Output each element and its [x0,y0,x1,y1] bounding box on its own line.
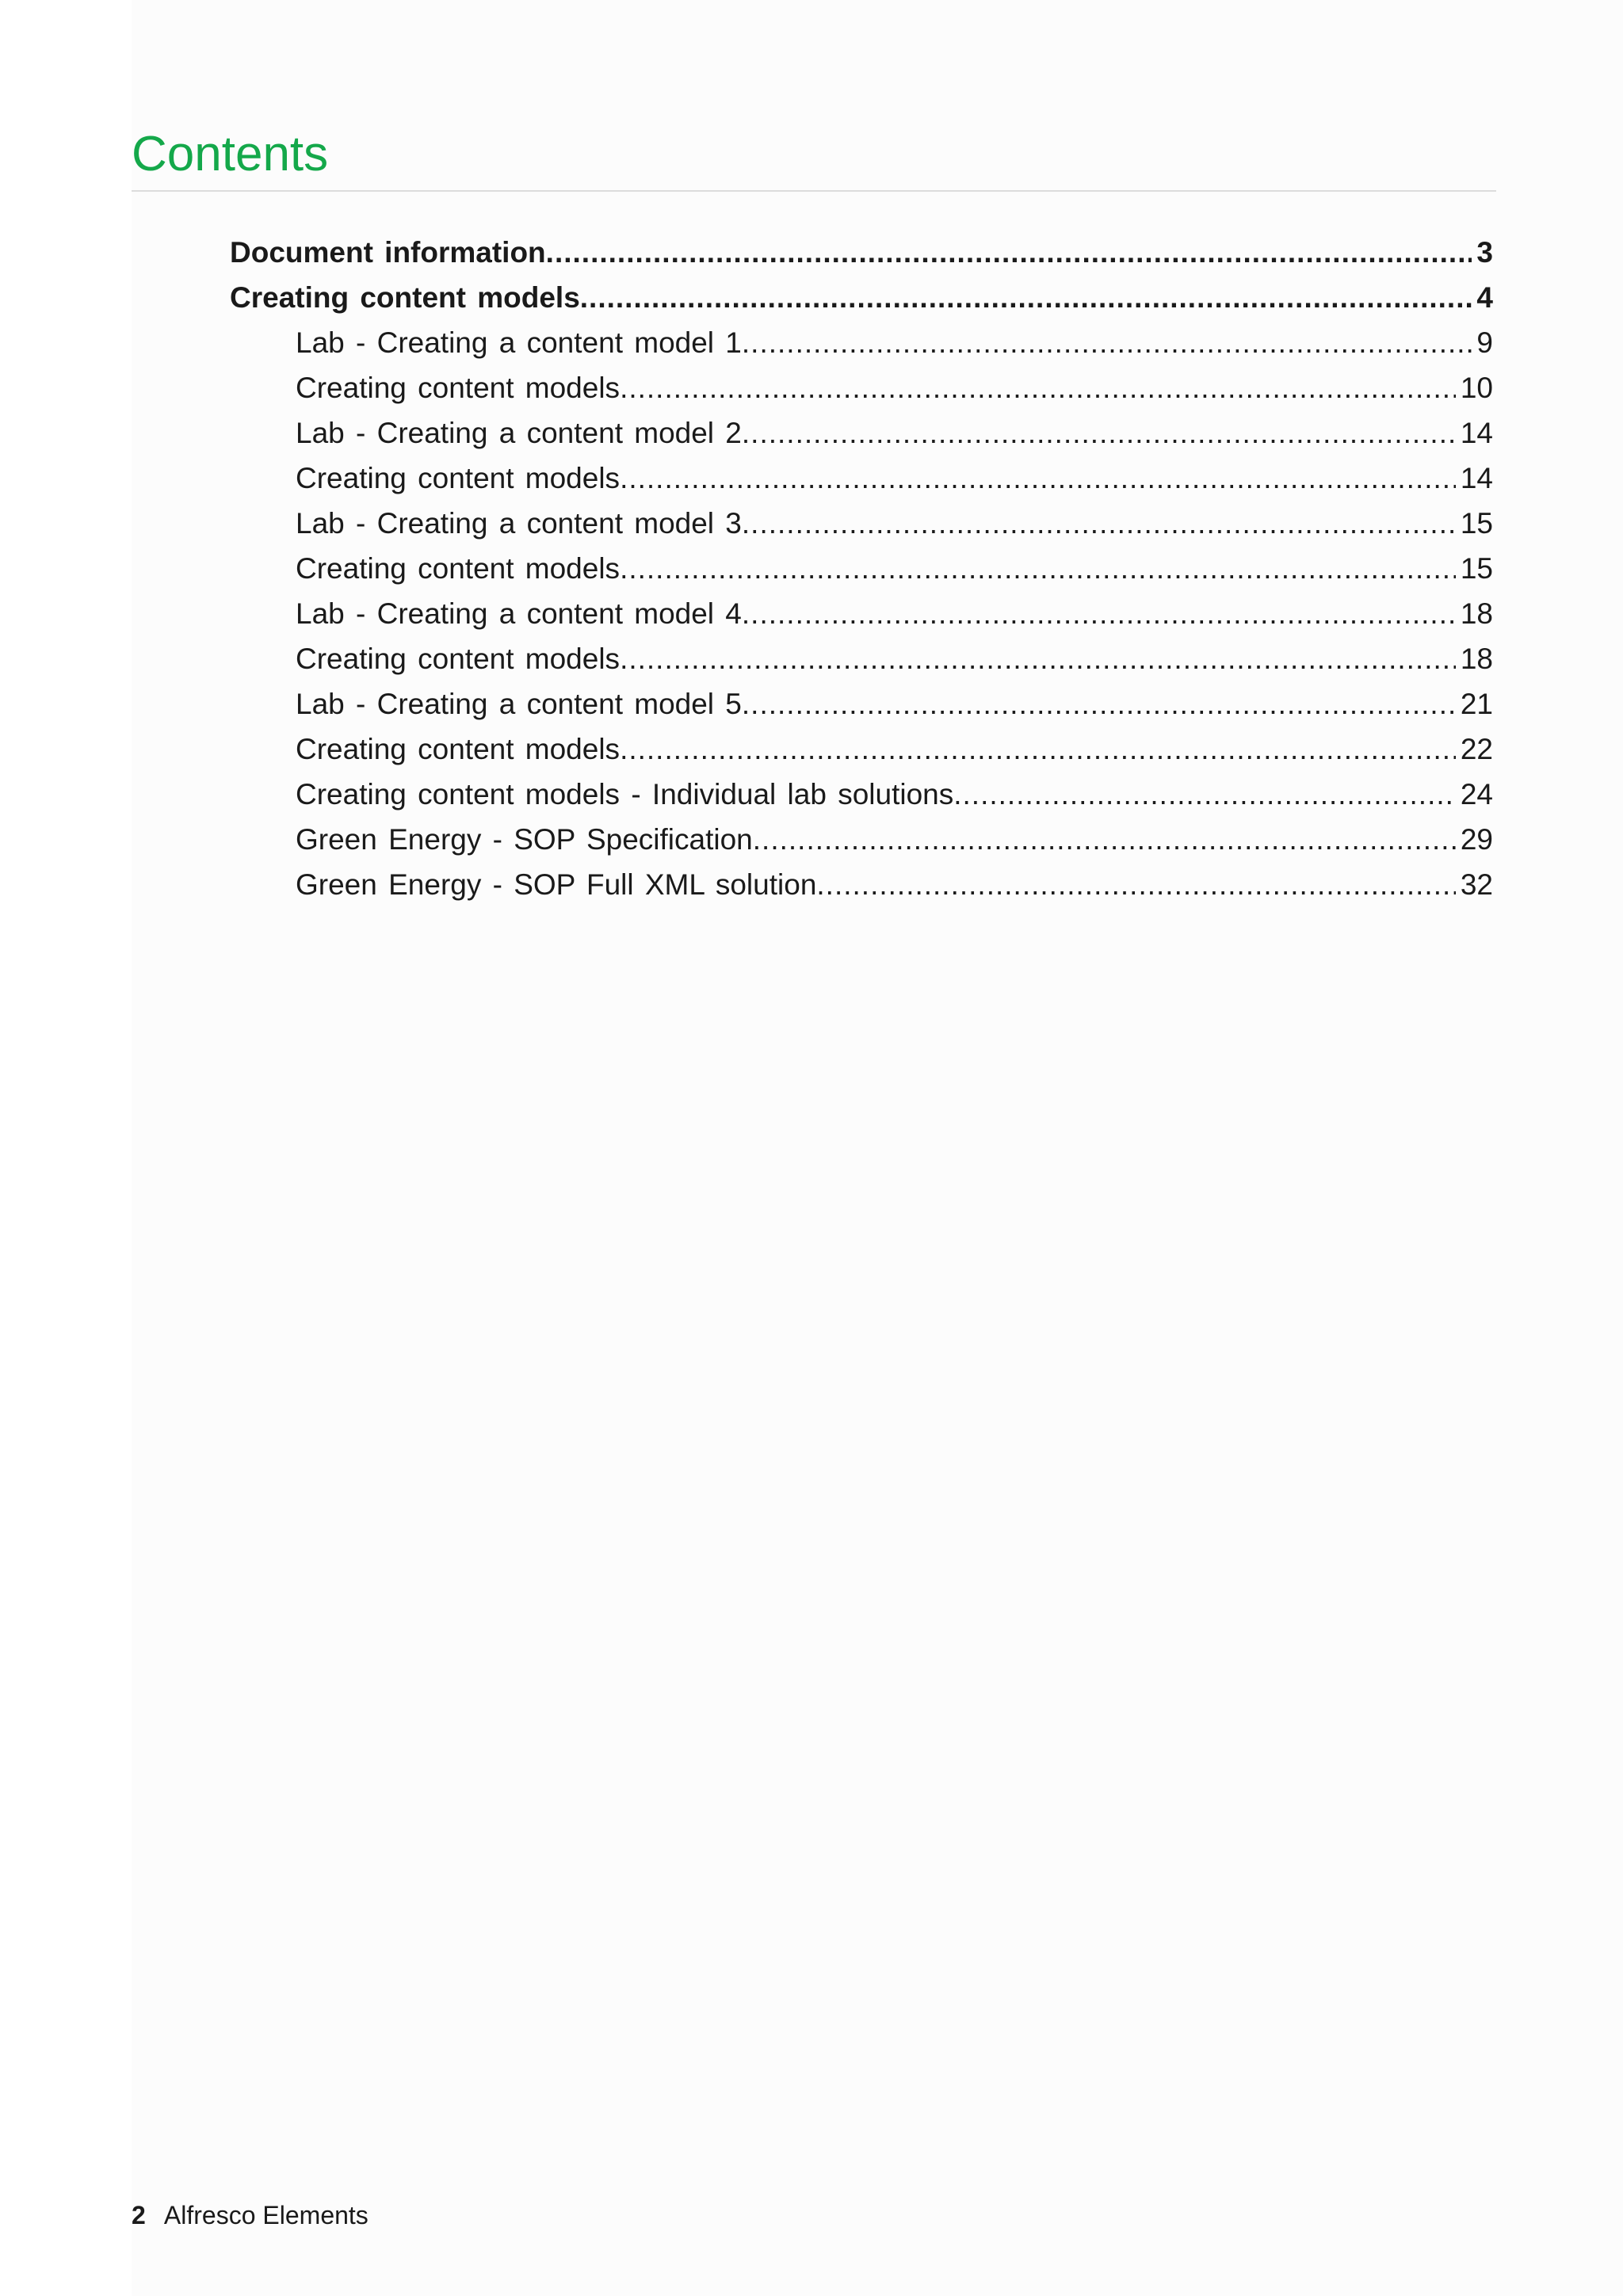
toc-dot-leader [742,681,1456,727]
toc-dot-leader [620,546,1456,591]
toc-entry-page-number: 4 [1476,281,1493,314]
toc-entry-page-number: 14 [1460,462,1493,494]
toc-entry-label: Lab - Creating a content model 3 [296,507,742,540]
toc-entry[interactable] [230,275,1493,320]
toc-entry-page-number: 18 [1460,643,1493,675]
toc-entry-page-number: 21 [1460,688,1493,720]
toc-entry-page-number: 15 [1460,507,1493,540]
toc-dot-leader [580,275,1472,320]
toc-entry[interactable] [296,546,1493,591]
toc-entry-label: Lab - Creating a content model 2 [296,417,742,449]
toc-entry-label: Creating content models [230,281,580,314]
toc-entry[interactable] [296,501,1493,546]
toc-entry-label: Creating content models [296,552,621,585]
toc-dot-leader [620,456,1456,501]
toc-entry-label: Creating content models [296,372,621,404]
toc-entry[interactable] [296,591,1493,636]
toc-entry[interactable] [296,817,1493,862]
toc-entry-page-number: 18 [1460,597,1493,630]
toc-entry[interactable] [296,727,1493,772]
toc-entry-label: Creating content models [296,462,621,494]
toc-entry-page-number: 15 [1460,552,1493,585]
toc-entry-page-number: 10 [1460,372,1493,404]
toc-entry[interactable] [296,365,1493,410]
toc-entry[interactable] [296,636,1493,681]
toc-entry-label: Lab - Creating a content model 5 [296,688,742,720]
footer-page-number: 2 [132,2201,146,2229]
toc-entry[interactable] [296,772,1493,817]
toc-entry-label: Green Energy - SOP Specification [296,823,753,856]
toc-entry-label: Creating content models [296,643,621,675]
title-divider [132,190,1496,192]
toc-entry[interactable] [296,320,1493,365]
toc-entry[interactable] [230,230,1493,275]
toc-entry-page-number: 14 [1460,417,1493,449]
toc-entry-label: Document information [230,236,546,269]
toc-entry[interactable] [296,681,1493,727]
toc-entry-page-number: 24 [1460,778,1493,810]
toc-entry-page-number: 32 [1460,868,1493,901]
toc-entry-label: Green Energy - SOP Full XML solution [296,868,817,901]
toc-dot-leader [620,727,1456,772]
toc-entry[interactable] [296,410,1493,456]
toc-entry-page-number: 22 [1460,733,1493,765]
toc-entry[interactable] [296,862,1493,907]
toc-dot-leader [953,772,1456,817]
toc-dot-leader [620,636,1456,681]
toc-dot-leader [620,365,1456,410]
toc-dot-leader [546,230,1472,275]
toc-entry[interactable] [296,456,1493,501]
toc-dot-leader [816,862,1455,907]
page-title: Contents [132,127,329,181]
toc-entry-page-number: 9 [1476,326,1493,359]
toc-dot-leader [753,817,1456,862]
toc-entry-page-number: 3 [1476,236,1493,269]
page-footer [132,2199,369,2231]
toc-dot-leader [742,320,1472,365]
toc-entry-label: Lab - Creating a content model 4 [296,597,742,630]
toc-dot-leader [742,410,1456,456]
toc-entry-label: Creating content models [296,733,621,765]
toc-dot-leader [742,591,1456,636]
footer-document-title: Alfresco Elements [163,2201,369,2229]
toc-dot-leader [742,501,1456,546]
toc-entry-page-number: 29 [1460,823,1493,856]
toc-entry-label: Lab - Creating a content model 1 [296,326,742,359]
toc-entry-label: Creating content models - Individual lab solutions [296,778,954,810]
